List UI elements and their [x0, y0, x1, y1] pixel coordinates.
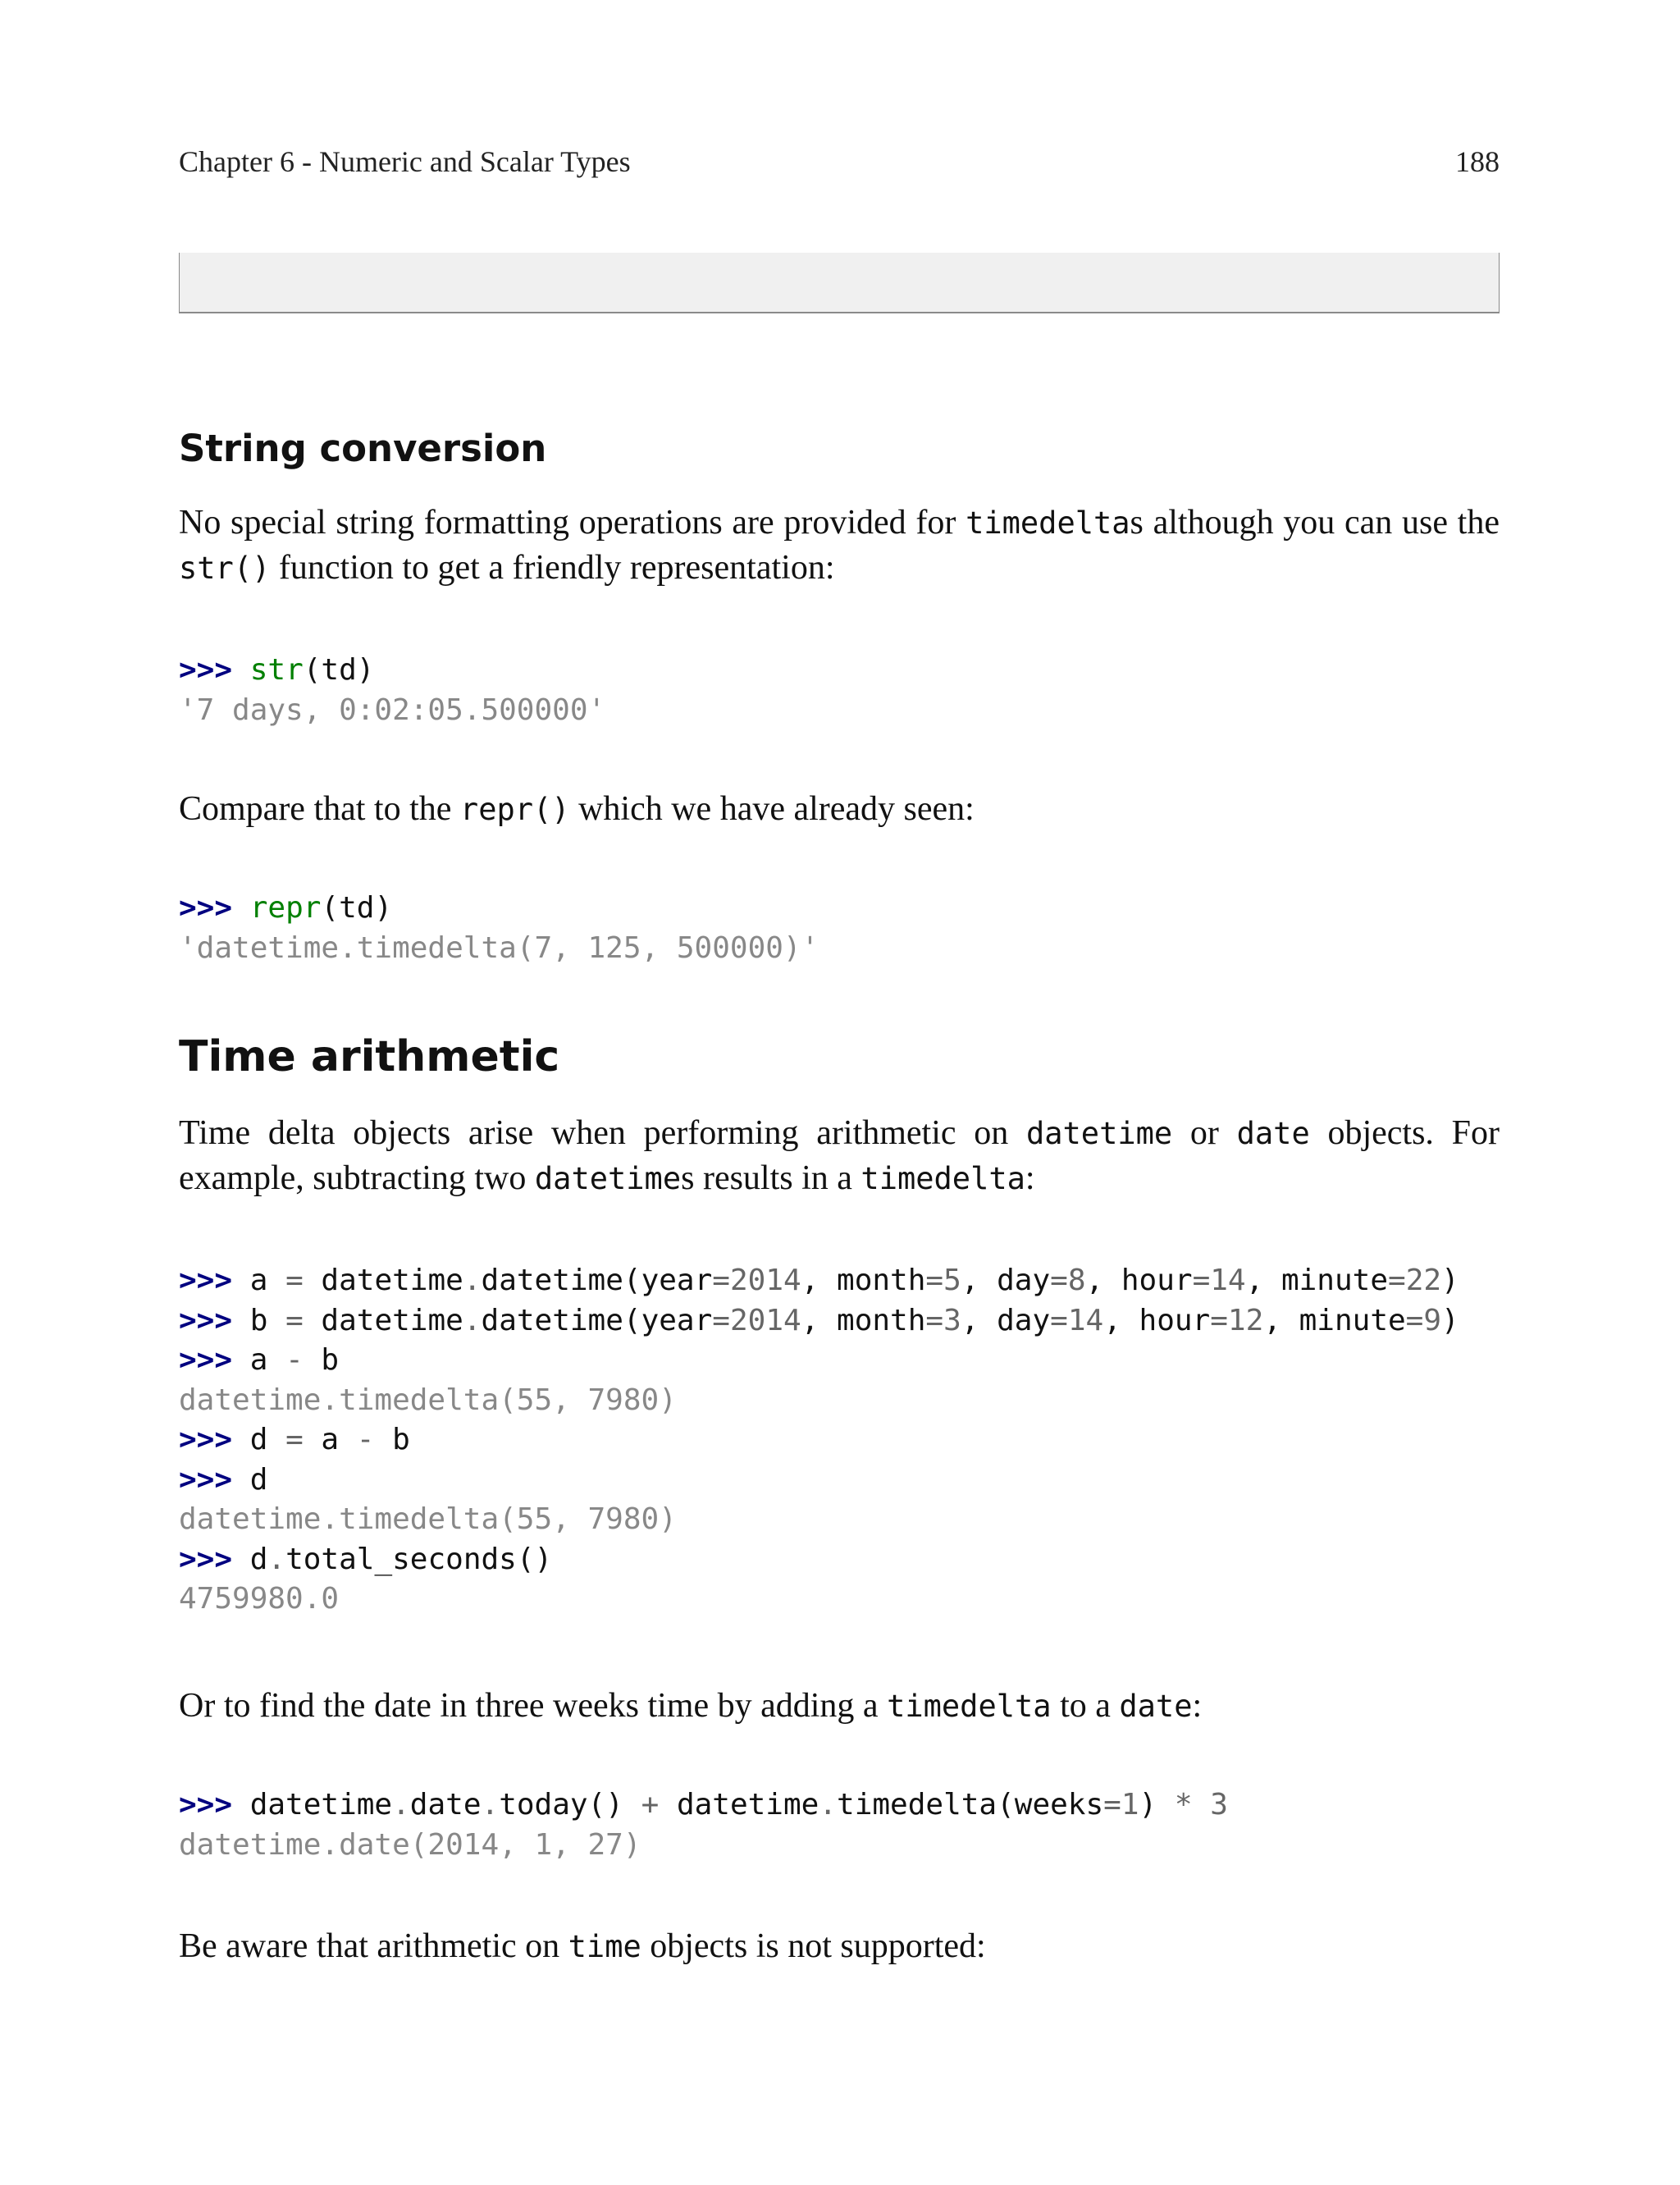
heading-string-conversion: String conversion [179, 427, 547, 470]
paragraph-compare-repr: Compare that to the repr() which we have already seen: [179, 790, 975, 828]
heading-time-arithmetic: Time arithmetic [179, 1032, 560, 1081]
running-header [179, 144, 1500, 185]
chapter-title: Chapter 6 - Numeric and Scalar Types [179, 145, 631, 178]
paragraph-time-delta-arise: Time delta objects arise when performing arithmetic on datetime or date objects. For example, subtracting two datetimes results in a timedelta: [179, 1114, 1500, 1197]
code-block-repr: >>> repr(td) 'datetime.timedelta(7, 125, 500000)' [179, 891, 819, 965]
paragraph-time-not-supported: Be aware that arithmetic on time objects is not supported: [179, 1927, 986, 1965]
code-block-str: >>> str(td) '7 days, 0:02:05.500000' [179, 653, 606, 727]
page-number: 188 [1455, 145, 1500, 178]
code-block-date-add: >>> datetime.date.today() + datetime.timedelta(weeks=1) * 3 datetime.date(2014, 1, 27) [179, 1788, 1228, 1862]
code-block-continuation [179, 253, 1500, 313]
paragraph-string-conversion: No special string formatting operations are provided for timedeltas although you can use the str() function to get a friendly representation: [179, 504, 1500, 587]
paragraph-three-weeks: Or to find the date in three weeks time by adding a timedelta to a date: [179, 1687, 1203, 1725]
code-block-datetime-subtract: >>> a = datetime.datetime(year=2014, month=5, day=8, hour=14, minute=22) >>> b = datetime.datetime(year=2014, month=3, day=14, hour=12, minute=9) >>> a - b datetime.timedelta(55, 7980) >>> d = a - b >>> d datetime.timedelta(55, 7980) >>> d.total_seconds() 4759980.0 [179, 1264, 1459, 1616]
